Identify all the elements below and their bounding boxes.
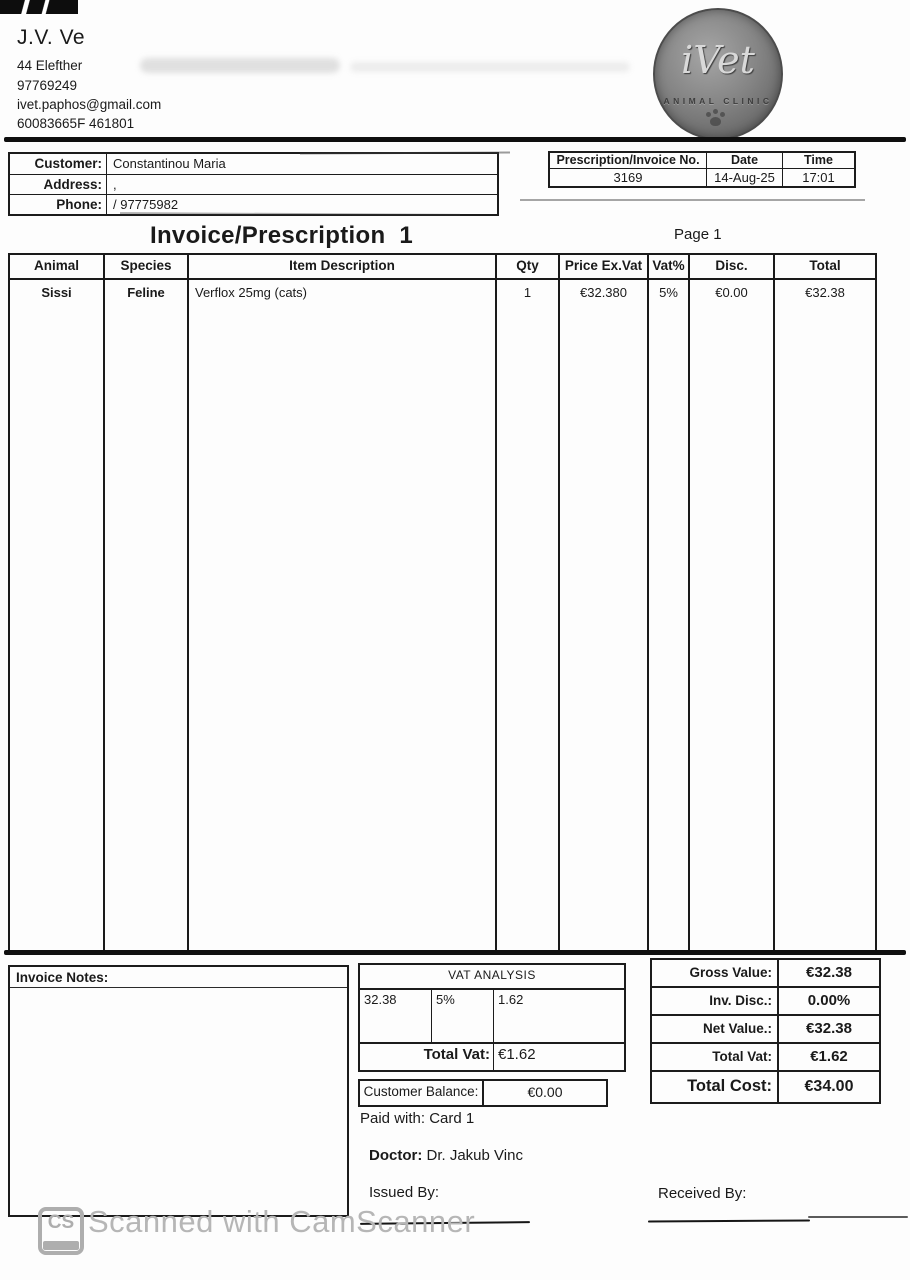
doctor-name: Dr. Jakub Vinc bbox=[426, 1147, 523, 1164]
customer-address: , bbox=[113, 177, 117, 192]
paid-with-line: Paid with: Card 1 bbox=[360, 1110, 475, 1127]
phone-row bbox=[10, 194, 497, 214]
invoice-discount-row bbox=[652, 986, 879, 1014]
customer-row bbox=[10, 154, 497, 174]
vat-pct-column-header: Vat% bbox=[649, 255, 690, 278]
clinic-registration: 60083665F 461801 bbox=[17, 116, 135, 131]
item-species: Feline bbox=[105, 280, 189, 954]
customer-balance-box bbox=[358, 1079, 608, 1107]
received-by-label: Received By: bbox=[658, 1185, 747, 1202]
total-vat-summary-row bbox=[652, 1042, 879, 1070]
date-value: 14-Aug-25 bbox=[707, 169, 783, 186]
species-column-header: Species bbox=[105, 255, 189, 278]
clinic-email: ivet.paphos@gmail.com bbox=[17, 97, 162, 112]
clinic-name: J.V. Ve bbox=[17, 26, 86, 49]
paw-print-icon bbox=[705, 112, 731, 130]
animal-column-header: Animal bbox=[10, 255, 105, 278]
camscanner-icon-letters: CS bbox=[47, 1212, 75, 1233]
total-cost-row bbox=[652, 1070, 879, 1102]
camscanner-icon bbox=[38, 1207, 84, 1255]
issued-by-label: Issued By: bbox=[369, 1184, 440, 1201]
address-row bbox=[10, 174, 497, 194]
table-bottom-rule bbox=[4, 950, 906, 955]
scan-smudge bbox=[350, 62, 630, 72]
disc-column-header: Disc. bbox=[690, 255, 775, 278]
total-vat-label: Total Vat: bbox=[360, 1044, 494, 1070]
items-table bbox=[8, 253, 877, 954]
vat-analysis-values-row bbox=[360, 990, 624, 1042]
time-value: 17:01 bbox=[802, 170, 835, 185]
item-description-column-header: Item Description bbox=[189, 255, 497, 278]
scan-artifact-line bbox=[808, 1216, 908, 1218]
customer-info-box bbox=[8, 152, 499, 216]
camscanner-icon-bar bbox=[43, 1241, 79, 1250]
clinic-phone: 97769249 bbox=[17, 78, 78, 93]
scan-smudge bbox=[140, 58, 340, 73]
customer-balance-label: Customer Balance: bbox=[360, 1081, 484, 1105]
item-qty: 1 bbox=[497, 280, 560, 954]
net-value-label: Net Value.: bbox=[652, 1016, 779, 1042]
total-vat-summary-label: Total Vat: bbox=[652, 1044, 779, 1070]
cropped-logo-remnant bbox=[0, 0, 78, 14]
item-price-ex-vat: €32.380 bbox=[560, 280, 649, 954]
customer-name: Constantinou Maria bbox=[113, 156, 226, 171]
phone-label: Phone: bbox=[10, 195, 107, 214]
scan-artifact-line bbox=[520, 199, 865, 201]
customer-phone: / 97775982 bbox=[113, 197, 179, 212]
page-number-label: Page 1 bbox=[674, 226, 722, 243]
meta-value-row bbox=[550, 169, 854, 186]
clinic-stamp-logo bbox=[653, 8, 783, 140]
total-column-header: Total bbox=[809, 258, 841, 273]
items-table-header-row bbox=[10, 255, 875, 280]
item-animal: Sissi bbox=[10, 280, 105, 954]
camscanner-watermark-text: Scanned with CamScanner bbox=[88, 1204, 476, 1239]
clinic-address: 44 Elefther bbox=[17, 58, 83, 73]
vat-analysis-box bbox=[358, 963, 626, 1072]
invoice-discount-amount: 0.00% bbox=[807, 992, 851, 1009]
address-label: Address: bbox=[10, 175, 107, 194]
total-cost-amount: €34.00 bbox=[804, 1078, 854, 1095]
price-ex-vat-column-header: Price Ex.Vat bbox=[560, 255, 649, 278]
invoice-totals-box bbox=[650, 958, 881, 1104]
table-row bbox=[10, 280, 875, 954]
item-disc: €0.00 bbox=[690, 280, 775, 954]
vat-analysis-title: VAT ANALYSIS bbox=[360, 965, 624, 990]
vat-net-amount: 32.38 bbox=[360, 990, 432, 1042]
net-value-row bbox=[652, 1014, 879, 1042]
header-divider-rule bbox=[4, 137, 906, 142]
qty-column-header: Qty bbox=[497, 255, 560, 278]
doctor-label: Doctor: bbox=[369, 1147, 423, 1164]
invoice-no-header: Prescription/Invoice No. bbox=[550, 153, 707, 168]
gross-value-label: Gross Value: bbox=[652, 960, 779, 986]
received-by-signature-line bbox=[648, 1219, 810, 1222]
doctor-line bbox=[369, 1147, 523, 1164]
total-vat-value: €1.62 bbox=[498, 1046, 536, 1063]
invoice-notes-label: Invoice Notes: bbox=[10, 967, 347, 988]
gross-value-amount: €32.38 bbox=[806, 964, 852, 981]
item-description: Verflox 25mg (cats) bbox=[189, 280, 497, 954]
gross-value-row bbox=[652, 960, 879, 986]
document-title: Invoice/Prescription 1 bbox=[150, 222, 413, 249]
invoice-notes-box bbox=[8, 965, 349, 1217]
invoice-no-value: 3169 bbox=[550, 169, 707, 186]
date-header: Date bbox=[707, 153, 783, 168]
total-vat-row bbox=[360, 1042, 624, 1070]
vat-rate: 5% bbox=[432, 990, 494, 1042]
invoice-meta-box bbox=[548, 151, 856, 188]
time-header: Time bbox=[804, 153, 833, 167]
meta-header-row bbox=[550, 153, 854, 169]
net-value-amount: €32.38 bbox=[806, 1020, 852, 1037]
customer-label: Customer: bbox=[10, 154, 107, 174]
stamp-script-text: iVet bbox=[681, 38, 755, 82]
stamp-subtitle: ANIMAL CLINIC bbox=[663, 96, 773, 106]
customer-balance-value: €0.00 bbox=[527, 1084, 563, 1100]
item-vat-pct: 5% bbox=[649, 280, 690, 954]
total-cost-label: Total Cost: bbox=[652, 1072, 779, 1102]
item-total: €32.38 bbox=[805, 285, 845, 300]
vat-amount: 1.62 bbox=[498, 992, 524, 1007]
total-vat-summary-amount: €1.62 bbox=[810, 1048, 848, 1065]
invoice-discount-label: Inv. Disc.: bbox=[652, 988, 779, 1014]
